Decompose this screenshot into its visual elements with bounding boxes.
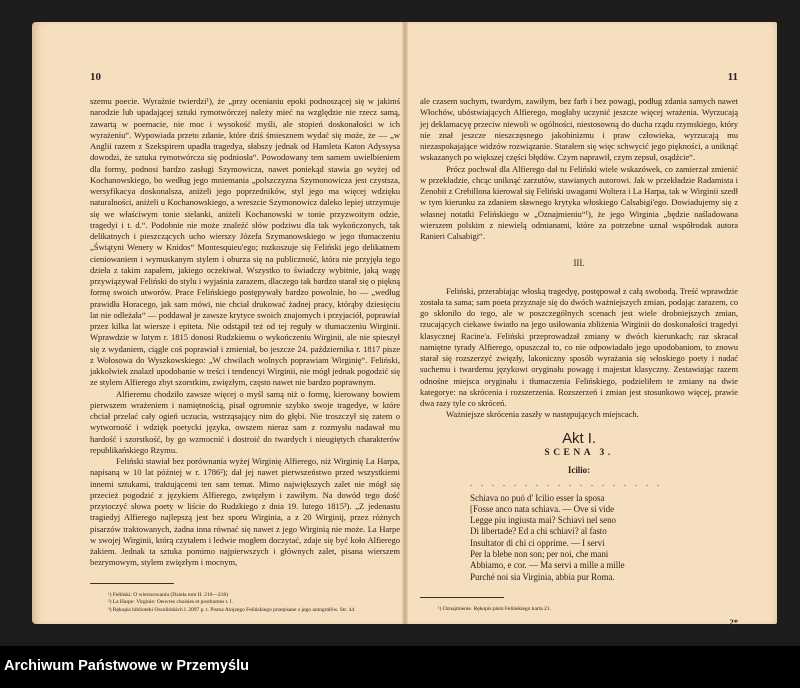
verse-block (420, 493, 738, 583)
speaker-name: Icilio: (567, 465, 591, 475)
verse-line: Insultator di chi ci opprime. — I servi (470, 537, 605, 548)
paragraph: Prócz pochwał dla Alfierego dał tu Feliński wiele wskazówek, co zamierzał zmienić w przekładzie, chcąc uniknąć zarzutów, stawianych autorowi. Jak w przekładzie Radamista i Zenobii z Crebillona kierował się Feliński uwagami Woltera i La Harpa, tak w Wirginii szedł w tym kierunku za zdaniem sławnego krytyka włoskiego Calsabigi'ego. Dowiadujemy się z własnej notatki Felińskiego w „Oznajmieniu“¹), że jego Wirginia „będzie naśladowana wierszem polskim z niewielą odmianami, które za potrzebne uznał współrodak autora Ranieri Calsabigi“. (420, 163, 738, 241)
verse-line: Per la blebe non son; per noi, che mani (470, 548, 609, 559)
footnote: ²) La Harpe: Virginie: Oeuvres choisies et posthumes t. I. (108, 599, 233, 605)
verse-line: [Fosse anco nata schiava. — Ove si vide (470, 503, 615, 514)
page-number: 11 (727, 71, 738, 83)
footnote-divider (90, 583, 174, 584)
paragraph: szemu poecie. Wyraźnie twierdzi¹), że „przy ocenianiu epoki podnoszącej się w jakimś narodzie lub upadającej sztuki rymotwórczej należy mieć na względzie nie rzecz samą, zawartą w poemacie, nie moc i wysokość myśli, ale stopień doskonałości w ich wyrażeniu“. Wypowiada przeto zdanie, które dziś śmiesznem wydać się może, że — „w Anglii razem z Szekspirem upadła tragedya, słabszy jednak od Hamleta Katon Adyssysa dowodzi, że sztuka rymotwórcza się podniosła“. Powodowany tem samem uwielbieniem dla formy, podnosi bardzo zasługi Szymowicza, nawet poniekąd stawia go wyżej od Kochanowskiego, bo według jego mniemania „polszczyzna Szymonowicza jest czystsza, wersyfikacya doskonalsza, aniżeli jego poprzedników, styl jego ma więcej wdzięku naturalności, aniżeli u Kochanowskiego, a wreszcie Szymonowicz daleko lepiej utrzymuje się we właściwym tonie sielanki, aniżeli Kochanowski w tonie przyzwoitym odzie, tragedyi i t. d.“. Podobnie nie może znaleźć słów podziwu dla tak wykończonych, tak delikatnych i pieszczących ucho wierszy Józefa Szymanowskiego w jego tłumaczeniu „Świątyni Wenery w Knidos“ Montesquieu'ego; rozkoszuje się Feliński jego delikatnem cieniowaniem i wymuskanym stylem i oburza się na publiczność, która nie przyjęła tego dzieła z takim zapałem, jakiego oczekiwał. Wszystko to świadczy wybitnie, jaką wagę przywiązywał Feliński do stylu i wyjaśnia zarazem, dlaczego tak bardzo starał się o piękną formę swoich utworów. Prace Felińskiego postępywały bardzo powolnie, bo — „według prawidła Horacego, jak sam mówi, nie chciał drukować żadnej pracy, którąby dziesięciu lat nie odleżała“ — poddawał je zawsze krytyce swoich znajomych i przyjaciół, poprawiał przez kilka lat wiersze i epiteta. Nie odstąpił też od tej reguły w tłumaczeniu Wirginii. Wprawdzie w lutym r. 1815 donosi Rudzkiemu o wykończeniu Wirginii, ale nie spieszył się z wydaniem, ciągle coś poprawiał i zmieniał, bo jeszcze 24. października r. 1817 pisze z Wołosowa do Wyszkowskiego: „W chwilach wolnych poprawiam Wirginię“. Feliński, jakkolwiek znalazł upodobanie w treści i tendencyi Wirginii, nie mógł jednak pogodzić się ze stylem Alfierego zbyt szorstkim, zwięzłym, często nawet nie bardzo poprawnym. (90, 96, 400, 388)
paragraph: Feliński, przerabiając włoską tragedyę, postępował z całą swobodą. Treść wprawdzie została ta sama; sam poeta przyznaje się do dwóch ważniejszych zmian, podając zarazem, co go skłoniło do tego, ale w poszczególnych scenach jest wiele drobniejszych zmian, rzucających ciekawe światło na jego usiłowania zbliżenia Wirginii do doskonałości tragedyi klasycznej Racine'a. Feliński przeprowadzał zmiany w dwóch kierunkach; raz skracał namiętne tyrady Alfierego, opuszczał to, co nie odpowiadało jego upodobaniom, to znowu starał się rozszerzyć zwięzły, lakoniczny sposób wyrażania się włoskiego poety i nadać suchemu i twardemu językowi oryginału powagę i majestat klasyczny. Zestawiając razem odnośne miejsca oryginału i tłumaczenia Felińskiego, podzieliłem te zmiany na dwie kategorye: na skrócenia i rozszerzenia. Rozszerzeń i zmian jest stosunkowo więcej, prawie dwa razy tyle co skróceń. (420, 285, 738, 408)
verse-line: Schiava no puó d' Icilio esser la sposa (470, 492, 605, 503)
verse-line: Abbiamo, e cor. — Ma servi a mille a mille (470, 560, 625, 571)
footnote: ³) Rękopis biblioteki Ossolińskich l. 2097 p. t. Pisma Alojzego Felińskiego przepisane z jego autografów. Str. 44. (108, 606, 356, 613)
archive-title: Archiwum Państwowe w Przemyślu (4, 658, 249, 674)
paragraph: Feliński stawiał bez porównania wyżej Wirginię Alfierego, niż Wirginię La Harpa, napisaną w 10 lat później w r. 1786²); dał jej nawet pierwszeństwo przed wszystkiemi innemi sztukami, traktującemi ten sam temat. Mimo największych zalet nie mógł się przecież pogodzić z językiem Alfierego, zwięzłym i zawiłym. Na dowód tego dość przytoczyć słowa poety w liście do Rudzkiego z dnia 19. lutego 1815³). „Z jedenastu tragiedyj Alfierego najlepszą jest bez sporu Wirginia, a z 20 Wirginij, przez różnych pisarzów traktowanych, żadna inna równać się nawet z jego Wirginią nie może. La Harpe w swojej Wirginii, którą czytałem i ledwie mogłem doczytać, zdaje się być koło Alfierego żakiem. Jednak ta sztuka pomimo najpierwszych i głównych zalet, pisana wierszem bezrymowym, stylem zwięzłym i mocnym, (90, 456, 400, 568)
paragraph: ale czasem suchym, twardym, zawiłym, bez farb i bez powagi, podług zdania samych nawet Włochów, ubóstwiających Alfierego, mogłaby uczynić jeszcze więcej wrażenia. Wyrzucają jej deklamacyę przeciw niewoli w ogólności, niestosowną do ducha rządu rzymskiego, który nie znał jeszcze nieszczęsnego jakobinizmu i praw człowieka, wyrzucają mu niezaspokajające widzów rozwiązanie. Starałem się więc schwycić jego piękności, a uniknąć wskazanych po większej części błędów. Czym naprawił, czym zepsuł, osądźcie“. (420, 96, 738, 163)
footnotes (90, 592, 400, 615)
left-page (90, 22, 400, 624)
footnote: ¹) Oznajmienie. Rękopis pism Felińskiego karta 21. (438, 605, 551, 612)
archive-banner (0, 646, 800, 688)
paragraph: Ważniejsze skrócenia zaszły w następujących miejscach. (446, 409, 639, 420)
right-page-body (420, 96, 738, 613)
right-page (420, 22, 738, 627)
footnote-divider (420, 597, 504, 598)
verse-line: Purché noi sia Virginia, abbia pur Roma. (470, 571, 615, 582)
ellipsis-line: . . . . . . . . . . . . . . . . . . (470, 479, 663, 489)
verse-line: Legge piu ingiusta mai? Schiavi nel seno (470, 515, 616, 526)
footnote: ¹) Feliński: O wierszowaniu (Dzieła tom II. 210—218) (108, 591, 228, 598)
book-spread (32, 22, 777, 627)
verse-line: Di libertade? Ed a chi schiavi? al fasto (470, 526, 607, 537)
book-gutter (402, 22, 408, 624)
scene-title: SCENA 3. (544, 447, 614, 458)
page-number: 10 (90, 71, 101, 83)
section-heading: III. (573, 258, 585, 269)
left-page-body (90, 96, 400, 614)
act-title: Akt I. (562, 429, 596, 447)
paragraph: Alfieremu chodziło zawsze więcej o myśl samą niż o formę, kierowany bowiem pierwszem wrażeniem i namiętnością, pisał ogromnie szybko swoje tragedye, w które chciał przelać cały ogień uczucia, wstrząsający nim do głębi. Nie troszczył się zatem o wytworność i wdzięk poetycki języka, owszem nieraz sam z rozmysłu nadawał mu hardość i szorstkość, by go wzmocnić i dostroić do twardych i nieugiętych charakterów republikańskiego Rzymu. (90, 388, 400, 455)
footnotes (420, 606, 738, 614)
signature-mark: 2* (729, 617, 738, 627)
